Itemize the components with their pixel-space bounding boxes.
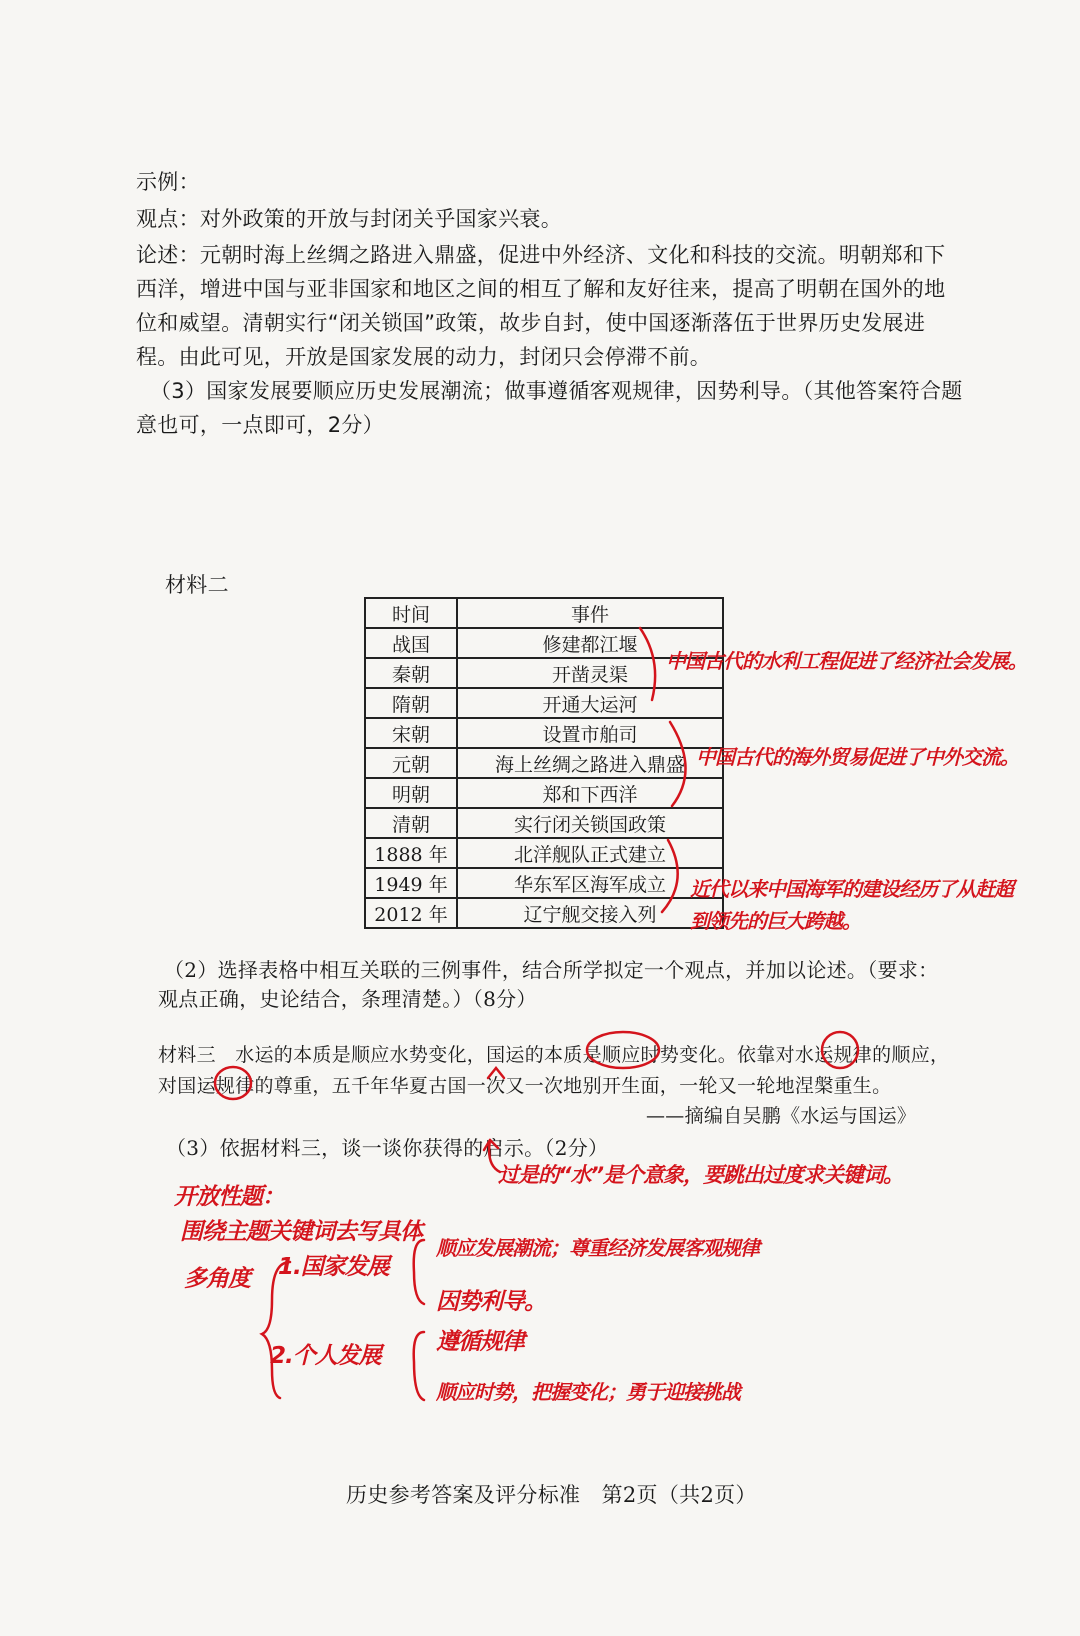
cell-time: 秦朝 (365, 658, 457, 688)
note-item-personal-b: 顺应时势，把握变化；勇于迎接挑战 (436, 1380, 740, 1404)
note-item-national: 1.国家发展 (278, 1254, 389, 1280)
cell-event: 开通大运河 (457, 688, 723, 718)
cell-event: 修建都江堰 (457, 628, 723, 658)
example-viewpoint: 观点：对外政策的开放与封闭关乎国家兴衰。 (136, 207, 562, 231)
note-item-national-a: 顺应发展潮流；尊重经济发展客观规律 (436, 1236, 759, 1260)
brace-mark (414, 1240, 424, 1304)
cell-event: 华东军区海军成立 (457, 868, 723, 898)
material3-line1: 材料三 水运的本质是顺应水势变化，国运的本质是顺应时势变化。依靠对水运规律的顺应， (158, 1044, 950, 1066)
argument-line: 位和威望。清朝实行“闭关锁国”政策，故步自封，使中国逐渐落伍于世界历史发展进 (136, 311, 926, 335)
cell-event: 实行闭关锁国政策 (457, 808, 723, 838)
material3-line2: 对国运规律的尊重，五千年华夏古国一次又一次地别开生面，一轮又一轮地涅槃重生。 (158, 1075, 892, 1097)
cell-time: 1949 年 (365, 868, 457, 898)
argument-line: 西洋，增进中国与亚非国家和地区之间的相互了解和友好往来，提高了明朝在国外的地 (136, 277, 946, 301)
cell-event: 设置市舶司 (457, 718, 723, 748)
cell-event: 海上丝绸之路进入鼎盛 (457, 748, 723, 778)
cell-time: 隋朝 (365, 688, 457, 718)
circle-mark (822, 1032, 858, 1068)
example-label: 示例： (136, 170, 200, 194)
note-multi-angle: 多角度 (184, 1266, 250, 1292)
q3-question: （3）依据材料三，谈一谈你获得的启示。（2分） (166, 1136, 609, 1160)
note-keywords: 围绕主题关键词去写具体 (180, 1219, 422, 1245)
note-item-personal-a: 遵循规律 (436, 1329, 524, 1355)
note-sea-trade: 中国古代的海外贸易促进了中外交流。 (696, 745, 1019, 769)
cell-time: 2012 年 (365, 898, 457, 928)
bracket-water-mark (640, 628, 655, 700)
bracket-trade-mark (670, 722, 686, 806)
note-item-personal: 2.个人发展 (270, 1343, 381, 1369)
cell-time: 明朝 (365, 778, 457, 808)
cell-event: 开凿灵渠 (457, 658, 723, 688)
note-water-projects: 中国古代的水利工程促进了经济社会发展。 (666, 649, 1027, 673)
circle-mark (587, 1032, 659, 1068)
cell-time: 宋朝 (365, 718, 457, 748)
q2-line: （2）选择表格中相互关联的三例事件，结合所学拟定一个观点，并加以论述。（要求： (164, 958, 939, 982)
cell-time: 清朝 (365, 808, 457, 838)
note-item-national-b: 因势利导。 (436, 1289, 546, 1315)
caret-mark (488, 1068, 504, 1078)
note-open-question: 开放性题： (174, 1184, 284, 1210)
note-navy-line1: 近代以来中国海军的建设经历了从赶超 (690, 877, 1013, 901)
cell-time: 战国 (365, 628, 457, 658)
cell-event: 北洋舰队正式建立 (457, 838, 723, 868)
cell-event: 郑和下西洋 (457, 778, 723, 808)
cell-time: 元朝 (365, 748, 457, 778)
cell-time: 1888 年 (365, 838, 457, 868)
page-footer: 历史参考答案及评分标准 第2页（共2页） (346, 1483, 757, 1507)
header-event: 事件 (457, 598, 723, 628)
brace-mark (414, 1332, 424, 1400)
circle-mark (215, 1067, 251, 1099)
q3-answer-line: （3）国家发展要顺应历史发展潮流；做事遵循客观规律，因势利导。（其他答案符合题 (150, 379, 963, 403)
cell-event: 辽宁舰交接入列 (457, 898, 723, 928)
q3-answer-line: 意也可，一点即可，2分） (136, 413, 384, 437)
material3-source: ——摘编自吴鹏《水运与国运》 (646, 1105, 917, 1127)
note-navy-line2: 到领先的巨大跨越。 (690, 909, 861, 933)
note-arrow: 过是的“水”是个意象，要跳出过度求关键词。 (498, 1163, 904, 1187)
q2-line: 观点正确，史论结合，条理清楚。）（8分） (158, 987, 537, 1011)
material2-title: 材料二 (165, 573, 229, 597)
argument-line: 论述：元朝时海上丝绸之路进入鼎盛，促进中外经济、文化和科技的交流。明朝郑和下 (136, 243, 946, 267)
header-time: 时间 (365, 598, 457, 628)
brace-mark (262, 1262, 290, 1398)
arrow-mark (484, 1140, 498, 1150)
argument-line: 程。由此可见，开放是国家发展的动力，封闭只会停滞不前。 (136, 345, 712, 369)
bracket-navy-mark (662, 840, 678, 912)
